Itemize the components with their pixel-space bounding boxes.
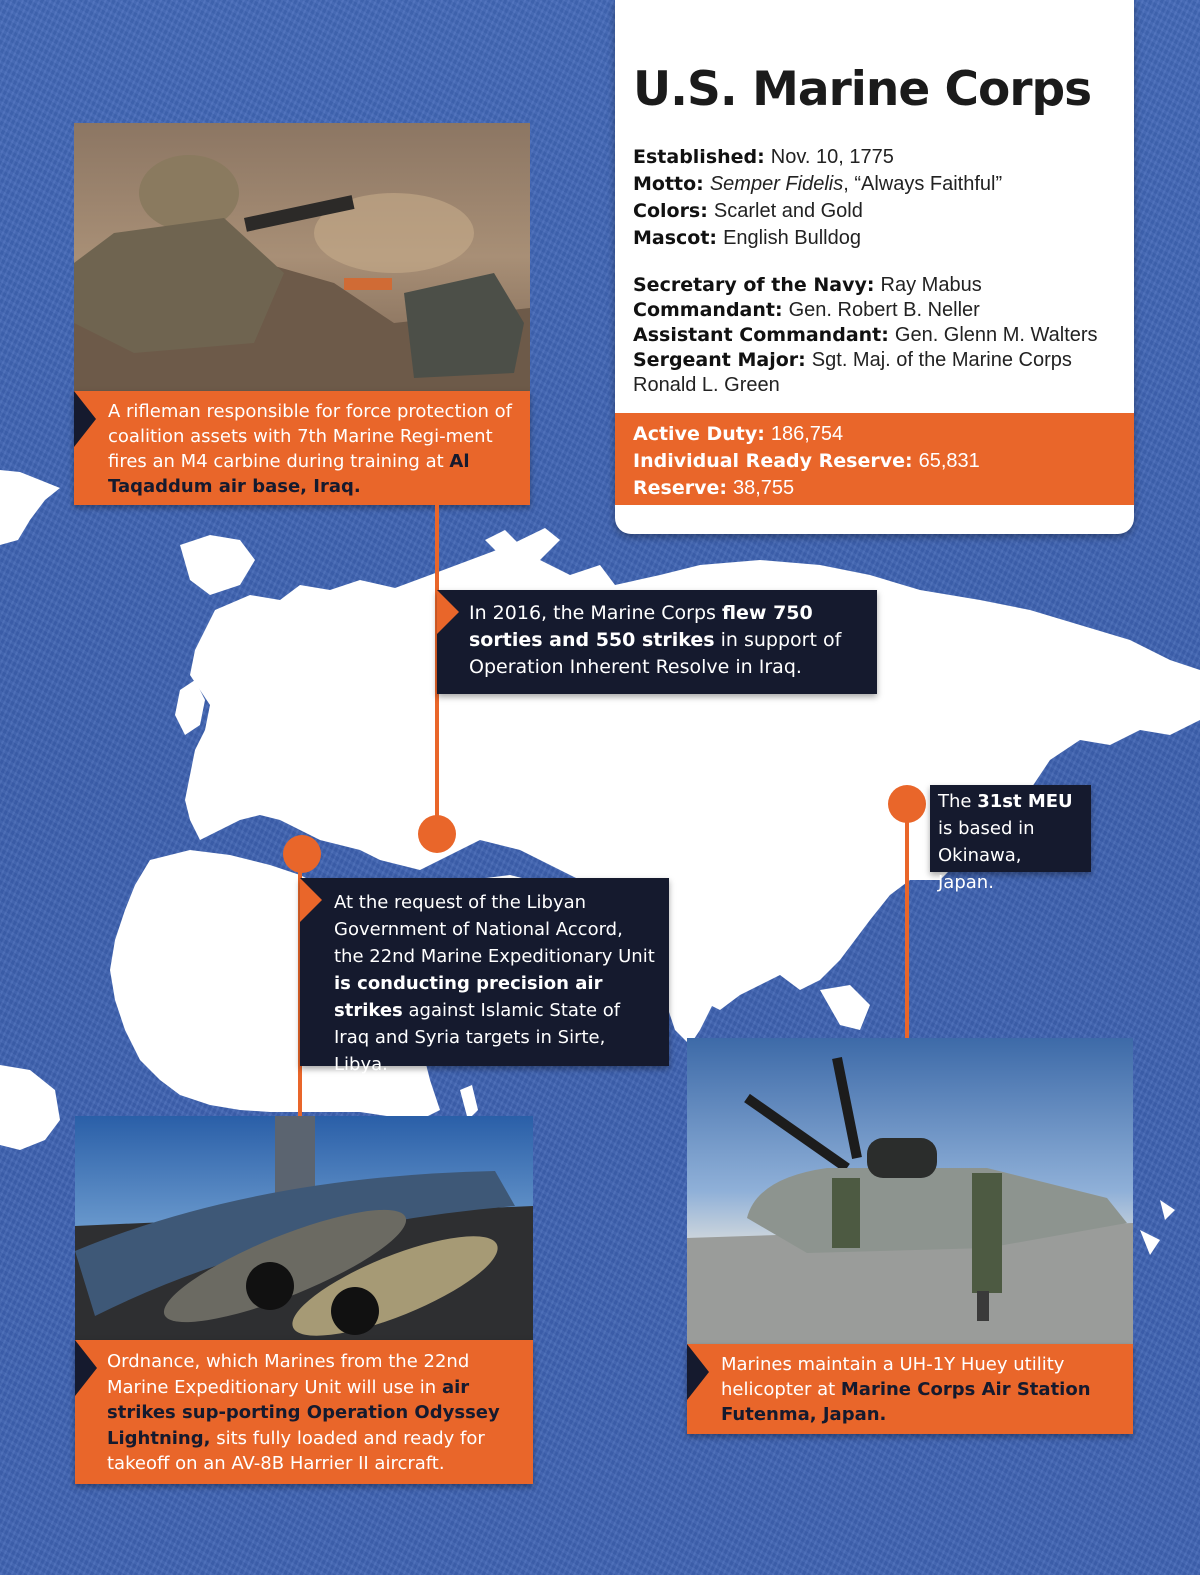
- iraq-marker-icon: [418, 815, 456, 853]
- callout-arrow-icon: [437, 590, 459, 634]
- caption-arrow-icon: [75, 1340, 97, 1396]
- ordnance-photo: [75, 1116, 533, 1340]
- meu-callout: The 31st MEU is based in Okinawa, Japan.: [930, 785, 1091, 872]
- page-title: U.S. Marine Corps: [633, 62, 1092, 117]
- reserve-row: Reserve: 38,755: [633, 477, 795, 499]
- ordnance-caption: Ordnance, which Marines from the 22nd Marine Expeditionary Unit will use in air strikes sup-porting Operation Odyssey Lightning, sits fully loaded and ready for takeoff on an AV-8B Harrier II aircraft.: [75, 1340, 533, 1484]
- secnav-row: Secretary of the Navy: Ray Mabus: [633, 274, 982, 296]
- leadership-facts: [633, 273, 1098, 398]
- colors-row: Colors: Scarlet and Gold: [633, 200, 863, 222]
- caption-arrow-icon: [74, 391, 96, 447]
- motto-row: Motto: Semper Fidelis, “Always Faithful”: [633, 173, 1003, 195]
- helicopter-photo: [687, 1038, 1133, 1344]
- active-duty-row: Active Duty: 186,754: [633, 423, 844, 445]
- mascot-row: Mascot: English Bulldog: [633, 227, 861, 249]
- libya-callout: At the request of the Libyan Government of National Accord, the 22nd Marine Expeditionary Unit is conducting precision air strikes against Islamic State of Iraq and Syria targets in Sirte, Libya.: [300, 878, 669, 1066]
- sgtmaj-row-2: Ronald L. Green: [633, 374, 780, 396]
- sgtmaj-row: Sergeant Major: Sgt. Maj. of the Marine Corps: [633, 349, 1072, 371]
- established-row: Established: Nov. 10, 1775: [633, 146, 894, 168]
- commandant-row: Commandant: Gen. Robert B. Neller: [633, 299, 980, 321]
- personnel-stats: [615, 413, 1134, 505]
- rifleman-photo: [74, 123, 530, 391]
- huey-caption: Marines maintain a UH-1Y Huey utility helicopter at Marine Corps Air Station Futenma, Japan.: [687, 1344, 1133, 1434]
- irr-row: Individual Ready Reserve: 65,831: [633, 450, 980, 472]
- asst-commandant-row: Assistant Commandant: Gen. Glenn M. Walters: [633, 324, 1098, 346]
- basic-facts: [633, 144, 1002, 252]
- iraq-callout: In 2016, the Marine Corps flew 750 sorties and 550 strikes in support of Operation Inherent Resolve in Iraq.: [437, 590, 877, 694]
- libya-marker-icon: [283, 835, 321, 873]
- rifleman-caption: A rifleman responsible for force protection of coalition assets with 7th Marine Regi-ment fires an M4 carbine during training at Al Taqaddum air base, Iraq.: [74, 391, 530, 505]
- callout-arrow-icon: [300, 878, 322, 922]
- caption-arrow-icon: [687, 1344, 709, 1400]
- japan-leader-line: [905, 810, 909, 1040]
- info-card: [615, 0, 1134, 534]
